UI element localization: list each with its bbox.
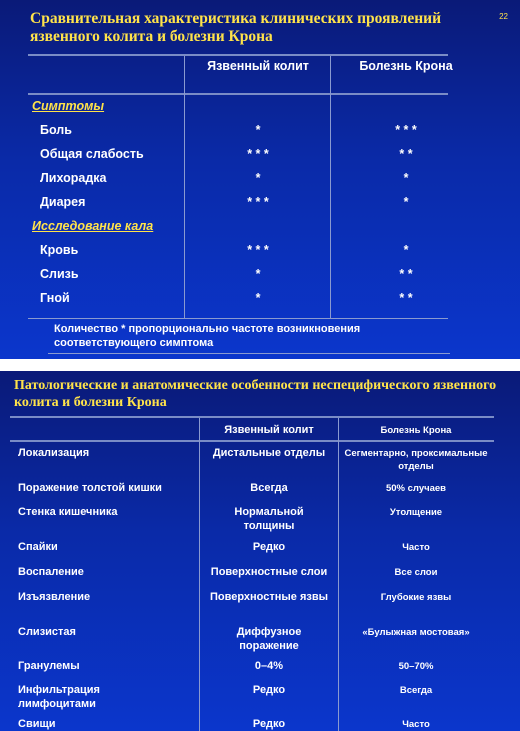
header-bottom-rule: [28, 93, 448, 95]
row-label: Инфильтрация лимфоцитами: [18, 684, 100, 710]
row-label: Локализация: [18, 447, 90, 459]
rating-cd: * *: [399, 267, 413, 281]
table-top-rule: [10, 416, 494, 418]
rating-uc: *: [255, 267, 261, 281]
column-divider: [330, 56, 331, 318]
column-divider: [184, 56, 185, 318]
rating-cd: * *: [399, 291, 413, 305]
value-uc: Редко: [252, 541, 286, 553]
rating-cd: *: [403, 243, 409, 257]
rating-cd: * * *: [395, 123, 417, 137]
rating-uc: * * *: [247, 195, 269, 209]
row-label: Гранулемы: [18, 660, 80, 672]
table-bottom-rule: [28, 318, 448, 319]
row-label: Общая слабость: [40, 147, 144, 161]
slide-clinical-comparison: [0, 0, 520, 359]
column-header-uc: Язвенный колит: [224, 424, 314, 436]
value-uc: Поверхностные язвы: [209, 591, 329, 603]
value-uc: Поверхностные слои: [210, 566, 328, 578]
value-uc: Нормальной толщины: [234, 506, 304, 532]
value-uc: Редко: [252, 718, 286, 730]
value-uc: Всегда: [250, 482, 288, 494]
row-label: Воспаление: [18, 566, 84, 578]
rating-cd: *: [403, 171, 409, 185]
row-label: Стенка кишечника: [18, 506, 118, 518]
value-uc: Редко: [252, 684, 286, 696]
value-uc: 0–4%: [254, 660, 284, 672]
value-cd: «Булыжная мостовая»: [362, 627, 470, 638]
rating-uc: *: [255, 123, 261, 137]
column-divider: [199, 418, 200, 731]
row-label: Свищи: [18, 718, 56, 730]
slide2-title: Патологические и анатомические особенности неспецифического язвенного колита и болезни Крона: [14, 378, 497, 410]
row-label: Лихорадка: [40, 171, 107, 185]
rating-uc: *: [255, 171, 261, 185]
table-top-rule: [28, 54, 448, 56]
value-cd: Глубокие язвы: [380, 592, 452, 603]
row-label: Гной: [40, 291, 70, 305]
footnote: Количество * пропорционально частоте возникновения соответствующего симптома: [54, 323, 361, 349]
rating-cd: *: [403, 195, 409, 209]
value-cd: Утолщение: [389, 507, 443, 518]
column-header-cd: Болезнь Крона: [359, 59, 453, 73]
column-divider: [338, 418, 339, 731]
row-label: Слизистая: [18, 626, 76, 638]
value-cd: Все слои: [394, 567, 438, 578]
row-label: Боль: [40, 123, 72, 137]
row-label: Слизь: [40, 267, 79, 281]
value-cd: Всегда: [399, 685, 433, 696]
header-bottom-rule: [10, 440, 494, 442]
slide-pathology-comparison: [0, 371, 520, 731]
row-label: Изъязвление: [18, 591, 91, 603]
section-heading-stool: Исследование кала: [32, 219, 154, 233]
slide1-title: Сравнительная характеристика клинических проявлений язвенного колита и болезни Крона: [30, 10, 442, 45]
row-label: Кровь: [40, 243, 79, 257]
row-label: Поражение толстой кишки: [18, 482, 162, 494]
section-heading-symptoms: Симптомы: [32, 99, 105, 113]
value-cd: Сегментарно, проксимальные отделы: [344, 448, 488, 472]
rating-cd: * *: [399, 147, 413, 161]
value-cd: 50% случаев: [385, 483, 447, 494]
rating-uc: * * *: [247, 147, 269, 161]
rating-uc: *: [255, 291, 261, 305]
value-uc: Дистальные отделы: [212, 447, 326, 459]
row-label: Спайки: [18, 541, 58, 553]
rating-uc: * * *: [247, 243, 269, 257]
value-uc: Диффузное поражение: [236, 626, 302, 652]
value-cd: Часто: [402, 719, 430, 730]
row-label: Диарея: [40, 195, 86, 209]
note-underline: [48, 353, 450, 354]
column-header-cd: Болезнь Крона: [380, 425, 452, 436]
column-header-uc: Язвенный колит: [207, 59, 309, 73]
value-cd: 50–70%: [398, 661, 434, 672]
value-cd: Часто: [402, 542, 430, 553]
slide-number: 22: [499, 12, 508, 21]
